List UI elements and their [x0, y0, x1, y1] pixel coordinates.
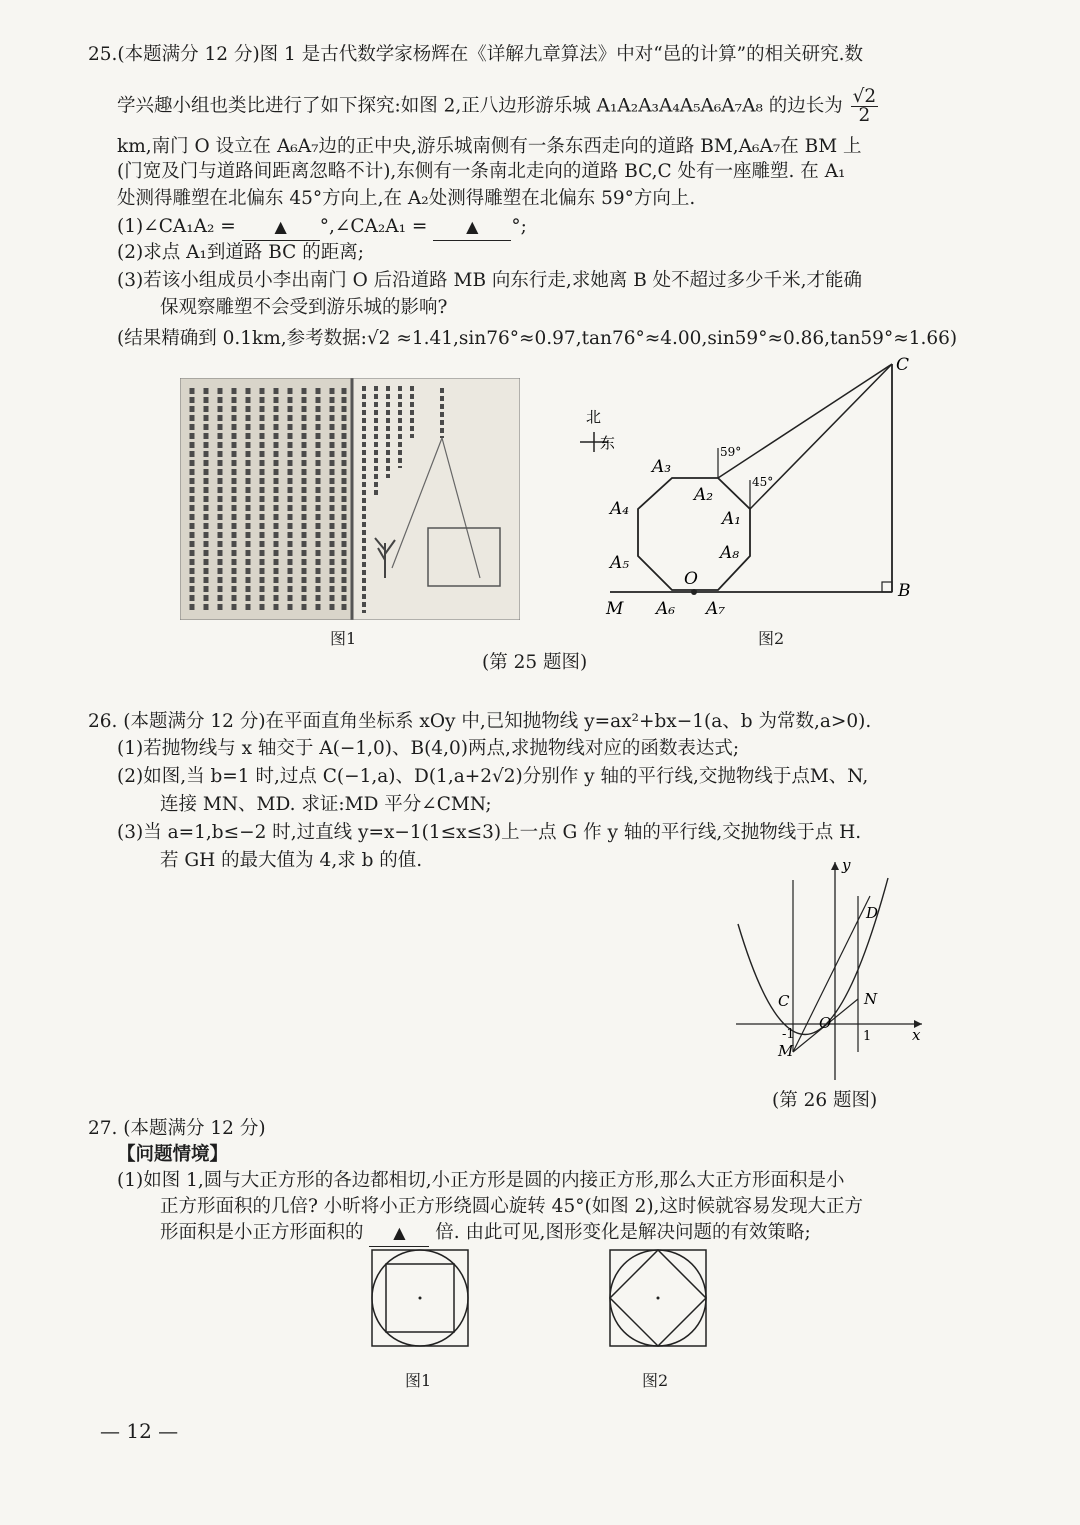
q25-part-1-a: (1)∠CA₁A₂ =: [117, 216, 236, 237]
point-A8-label: A₈: [720, 543, 740, 563]
q25-figure-caption: (第 25 题图): [482, 652, 588, 673]
q25-figure-1-book-image: [180, 378, 520, 620]
q25-reference-data: (结果精确到 0.1km,参考数据:√2 ≈1.41,sin76°≈0.97,tan76°≈4.00,sin59°≈0.86,tan59°≈1.66): [117, 328, 958, 349]
q27-figure-2-label: 图2: [642, 1371, 669, 1390]
q27-part-1-line-2: 正方形面积的几倍? 小昕将小正方形绕圆心旋转 45°(如图 2),这时候就容易发现大正方: [160, 1196, 863, 1217]
q27-part-1-line-1: (1)如图 1,圆与大正方形的各边都相切,小正方形是圆的内接正方形,那么大正方形面积是小: [117, 1170, 845, 1191]
point-N-label: N: [864, 990, 878, 1008]
x-axis-label: x: [912, 1026, 921, 1044]
q25-side-length-fraction: [851, 88, 879, 125]
q27-heading: 【问题情境】: [117, 1144, 229, 1165]
triangle-mark-icon: ▲: [466, 217, 479, 236]
answer-blank-3: [369, 1220, 429, 1247]
answer-blank-1: [242, 214, 320, 241]
triangle-mark-icon: ▲: [274, 217, 287, 236]
q26-part-2-line-2: 连接 MN、MD. 求证:MD 平分∠CMN;: [160, 794, 492, 815]
answer-blank-2: [433, 214, 511, 241]
q26-part-3-line-1: (3)当 a=1,b≤−2 时,过直线 y=x−1(1≤x≤3)上一点 G 作 y 轴的平行线,交抛物线于点 H.: [117, 822, 862, 843]
angle-59-label: 59°: [720, 445, 742, 459]
q25-part-3-line-1: (3)若该小组成员小李出南门 O 后沿道路 MB 向东行走,求她离 B 处不超过多少千米,才能确: [117, 270, 863, 291]
point-A7-label: A₇: [706, 599, 726, 619]
q25-figure-1-label: 图1: [330, 629, 357, 648]
north-label: 北: [586, 408, 602, 426]
fraction-numerator: √2: [852, 86, 877, 107]
y-axis-label: y: [842, 856, 851, 874]
q27-figure-2: [608, 1248, 708, 1348]
q26-part-3-line-2: 若 GH 的最大值为 4,求 b 的值.: [160, 850, 423, 871]
q26-line-1: 26. (本题满分 12 分)在平面直角坐标系 xOy 中,已知抛物线 y=ax²+bx−1(a、b 为常数,a>0).: [88, 711, 872, 732]
point-C-label: C: [896, 355, 910, 375]
q27-part-1-line-3-b: 倍. 由此可见,图形变化是解决问题的有效策略;: [435, 1222, 811, 1243]
fraction-denominator: 2: [858, 105, 871, 126]
q25-part-2: (2)求点 A₁到道路 BC 的距离;: [117, 242, 364, 263]
q25-part-1: [117, 214, 527, 241]
east-label: 东: [600, 434, 616, 452]
point-A1-label: A₁: [722, 509, 742, 529]
point-A3-label: A₃: [652, 457, 672, 477]
point-A5-label: A₅: [610, 553, 630, 573]
q26-figure-caption: (第 26 题图): [772, 1090, 878, 1111]
q25-line-3: km,南门 O 设立在 A₆A₇边的正中央,游乐城南侧有一条东西走向的道路 BM,A₆A₇在 BM 上: [117, 136, 862, 157]
q25-line-2-text: 学兴趣小组也类比进行了如下探究:如图 2,正八边形游乐城 A₁A₂A₃A₄A₅A₆A₇A₈ 的边长为: [117, 95, 843, 117]
point-A2-label: A₂: [694, 485, 714, 505]
point-A4-label: A₄: [610, 499, 630, 519]
q27-figure-1: [370, 1248, 470, 1348]
q25-part-3-line-2: 保观察雕塑不会受到游乐城的影响?: [160, 297, 448, 318]
angle-45-label: 45°: [752, 475, 774, 489]
q26-part-2-line-1: (2)如图,当 b=1 时,过点 C(−1,a)、D(1,a+2√2)分别作 y 轴的平行线,交抛物线于点M、N,: [117, 766, 869, 787]
q27-figure-1-label: 图1: [405, 1371, 432, 1390]
q25-part-1-c: °;: [511, 216, 527, 237]
q27-line-1: 27. (本题满分 12 分): [88, 1118, 266, 1139]
q25-line-5: 处测得雕塑在北偏东 45°方向上,在 A₂处测得雕塑在北偏东 59°方向上.: [117, 188, 696, 209]
point-C-label: C: [778, 992, 790, 1010]
page-number: — 12 —: [100, 1419, 179, 1443]
point-B-label: B: [898, 581, 911, 601]
q25-line-4: (门宽及门与道路间距离忽略不计),东侧有一条南北走向的道路 BC,C 处有一座雕塑. 在 A₁: [117, 161, 846, 182]
q25-figure-2-label: 图2: [758, 629, 785, 648]
q26-part-1: (1)若抛物线与 x 轴交于 A(−1,0)、B(4,0)两点,求抛物线对应的函数表达式;: [117, 738, 740, 759]
point-M-label: M: [606, 599, 624, 619]
q27-part-1-line-3-a: 形面积是小正方形面积的: [160, 1222, 364, 1243]
q27-part-1-line-3: [160, 1220, 811, 1247]
point-O-label: O: [684, 569, 698, 589]
q25-part-1-b: °,∠CA₂A₁ =: [319, 216, 428, 237]
q25-figure-2-diagram: [570, 352, 930, 620]
point-D-label: D: [866, 904, 879, 922]
point-M-label: M: [778, 1042, 794, 1060]
point-A6-label: A₆: [656, 599, 676, 619]
origin-O-label: O: [819, 1014, 832, 1032]
tick-neg1-label: -1: [782, 1027, 795, 1042]
q25-line-1: 25.(本题满分 12 分)图 1 是古代数学家杨辉在《详解九章算法》中对“邑的计算”的相关研究.数: [88, 44, 863, 65]
q25-line-2: [117, 88, 878, 125]
q26-graph: [730, 856, 930, 1084]
tick-1-label: 1: [863, 1029, 872, 1044]
triangle-mark-icon: ▲: [393, 1223, 406, 1242]
